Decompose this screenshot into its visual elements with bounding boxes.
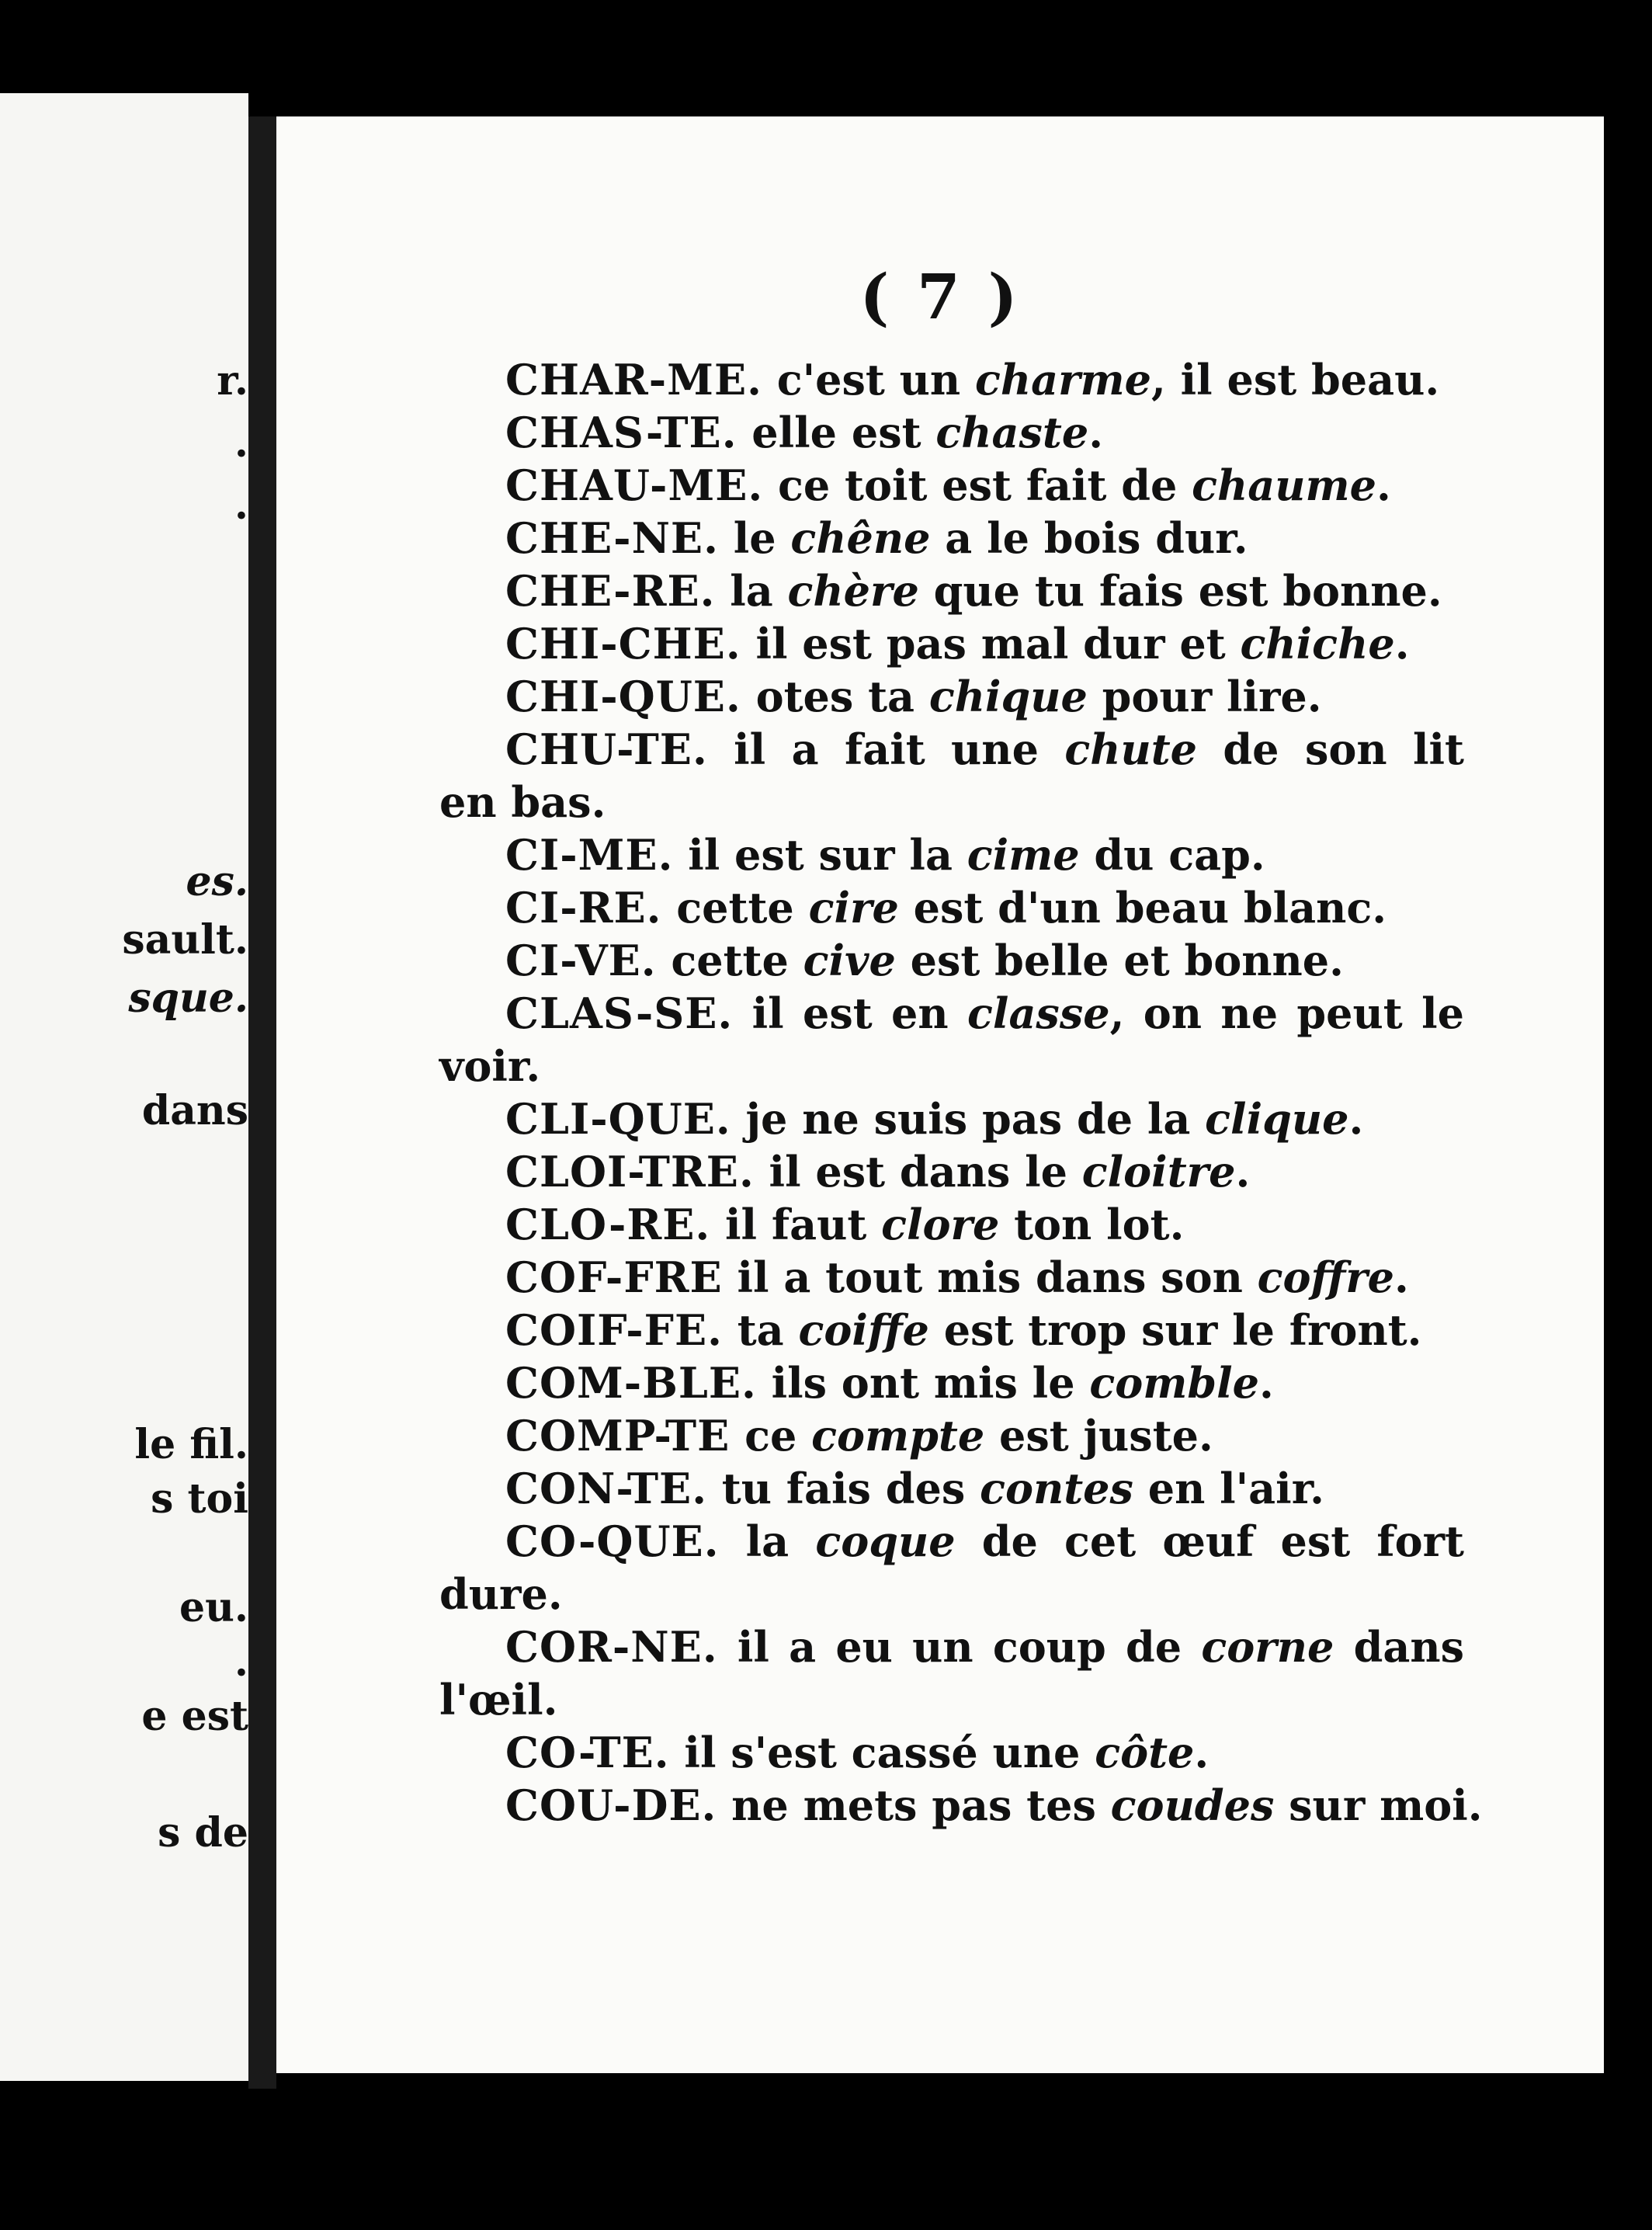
entry-continuation: voir. bbox=[439, 1041, 541, 1091]
entry-keyword: cime bbox=[967, 830, 1080, 880]
left-page-fragment: eu. bbox=[179, 1584, 248, 1631]
entry-text-end: de son lit bbox=[1197, 724, 1464, 774]
entry-text-end: . bbox=[1088, 408, 1103, 457]
entry-text-end: . bbox=[1235, 1147, 1251, 1197]
entry-text-end: . bbox=[1376, 460, 1391, 510]
left-page-fragment: . bbox=[234, 481, 248, 529]
entry-keyword: chêne bbox=[790, 513, 931, 563]
entry-line bbox=[439, 353, 1464, 406]
entry-text: il est en bbox=[733, 988, 968, 1038]
entry-text: elle est bbox=[737, 408, 936, 457]
entry-line bbox=[439, 1409, 1464, 1462]
entry-line bbox=[439, 1515, 1464, 1568]
entry-headword: CHI-CHE. bbox=[505, 619, 741, 669]
entry-headword: CHAS-TE. bbox=[505, 408, 738, 457]
left-page-fragment: sque. bbox=[128, 974, 248, 1022]
entry-text: ne mets pas tes bbox=[717, 1780, 1111, 1830]
entry-keyword: contes bbox=[980, 1464, 1133, 1513]
entry-text: il s'est cassé une bbox=[669, 1728, 1095, 1777]
entry-text-end: pour lire. bbox=[1087, 672, 1322, 721]
entry-text-end: ton lot. bbox=[999, 1200, 1185, 1249]
entry-line bbox=[439, 1726, 1464, 1779]
entry-keyword: coiffe bbox=[798, 1305, 929, 1355]
entry-line bbox=[439, 987, 1464, 1040]
entry-text-end: en l'air. bbox=[1133, 1464, 1324, 1513]
entry-text: otes ta bbox=[741, 672, 929, 721]
entry-headword: COF-FRE bbox=[505, 1252, 723, 1302]
entry-text-end: de cet œuf est fort bbox=[955, 1516, 1464, 1566]
entry-line bbox=[439, 1356, 1464, 1409]
left-page-fragment: le fil. bbox=[134, 1421, 248, 1468]
left-page-fragment: . bbox=[234, 1638, 248, 1686]
entry-keyword: coque bbox=[815, 1516, 956, 1566]
entry-headword: CON-TE. bbox=[505, 1464, 707, 1513]
left-page-fragment: s toi bbox=[151, 1475, 248, 1523]
entry-text: c'est un bbox=[762, 355, 975, 405]
entry-keyword: coffre bbox=[1257, 1252, 1395, 1302]
entry-headword: CHAR-ME. bbox=[505, 355, 762, 405]
entry-headword: CLI-QUE. bbox=[505, 1094, 731, 1144]
entry-text-end: . bbox=[1259, 1358, 1274, 1408]
entry-line bbox=[439, 406, 1464, 459]
left-page-fragment: e est bbox=[141, 1693, 248, 1740]
left-page-fragment: . bbox=[234, 419, 248, 467]
entry-text: ta bbox=[722, 1305, 799, 1355]
entry-text: ils ont mis le bbox=[756, 1358, 1090, 1408]
entry-text: il a eu un coup de bbox=[717, 1622, 1202, 1672]
entry-headword: CHU-TE. bbox=[505, 724, 708, 774]
entry-text: cette bbox=[661, 883, 809, 933]
entry-keyword: corne bbox=[1201, 1622, 1334, 1672]
entry-line bbox=[439, 1462, 1464, 1515]
entry-line bbox=[439, 1304, 1464, 1356]
entry-line bbox=[439, 934, 1464, 987]
entry-keyword: chute bbox=[1064, 724, 1198, 774]
entry-line bbox=[439, 617, 1464, 670]
entry-keyword: côte bbox=[1095, 1728, 1195, 1777]
entry-line bbox=[439, 828, 1464, 881]
left-page-fragment: s de bbox=[158, 1809, 248, 1857]
entry-line bbox=[439, 1620, 1464, 1673]
left-page-fragment: sault. bbox=[122, 916, 248, 964]
entry-text: cette bbox=[656, 936, 803, 985]
entry-text-end: du cap. bbox=[1079, 830, 1265, 880]
entry-headword: COMP-TE bbox=[505, 1411, 731, 1461]
entry-text: il est dans le bbox=[754, 1147, 1082, 1197]
entry-keyword: chère bbox=[787, 566, 919, 616]
entry-text: tu fais des bbox=[707, 1464, 980, 1513]
entry-keyword: comble bbox=[1089, 1358, 1260, 1408]
entry-keyword: cive bbox=[803, 936, 896, 985]
entry-text-end: , il est beau. bbox=[1151, 355, 1440, 405]
entry-text: il a fait une bbox=[707, 724, 1065, 774]
entry-keyword: cloitre bbox=[1081, 1147, 1236, 1197]
entry-headword: CHE-NE. bbox=[505, 513, 719, 563]
entry-text: il a tout mis dans son bbox=[722, 1252, 1258, 1302]
entry-headword: CLOI-TRE. bbox=[505, 1147, 755, 1197]
entry-keyword: clique bbox=[1205, 1094, 1349, 1144]
entry-line bbox=[439, 670, 1464, 723]
entry-text-end: . bbox=[1348, 1094, 1364, 1144]
entry-keyword: chiche bbox=[1240, 619, 1395, 669]
entry-headword: CLO-RE. bbox=[505, 1200, 711, 1249]
entry-text-end: . bbox=[1394, 1252, 1409, 1302]
entry-text-end: que tu fais est bonne. bbox=[918, 566, 1442, 616]
entry-line bbox=[439, 459, 1464, 512]
entry-line bbox=[439, 881, 1464, 934]
entry-text-end: . bbox=[1394, 619, 1410, 669]
entry-headword: COIF-FE. bbox=[505, 1305, 723, 1355]
entry-headword: CLAS-SE. bbox=[505, 988, 734, 1038]
entry-headword: CHAU-ME. bbox=[505, 460, 764, 510]
entry-keyword: charme bbox=[974, 355, 1152, 405]
book-gutter bbox=[248, 116, 276, 2089]
entry-text: le bbox=[718, 513, 791, 563]
entry-line bbox=[439, 723, 1464, 776]
entry-keyword: classe bbox=[967, 988, 1110, 1038]
entry-keyword: chaume bbox=[1192, 460, 1377, 510]
entry-headword: COU-DE. bbox=[505, 1780, 717, 1830]
entry-keyword: chaste bbox=[935, 408, 1089, 457]
entry-line bbox=[439, 512, 1464, 564]
entry-line bbox=[439, 564, 1464, 617]
entry-line bbox=[439, 1198, 1464, 1251]
entry-text-end: dans bbox=[1334, 1622, 1464, 1672]
entry-headword: CHE-RE. bbox=[505, 566, 716, 616]
left-page-fragment: r. bbox=[217, 357, 248, 405]
entry-line bbox=[439, 1779, 1483, 1832]
entry-text: je ne suis pas de la bbox=[731, 1094, 1206, 1144]
entry-keyword: cire bbox=[808, 883, 899, 933]
entry-line bbox=[439, 1092, 1464, 1145]
entry-headword: COM-BLE. bbox=[505, 1358, 757, 1408]
entry-text-end: , on ne peut le bbox=[1109, 988, 1464, 1038]
entry-headword: CI-ME. bbox=[505, 830, 674, 880]
entry-text-end: est belle et bonne. bbox=[895, 936, 1344, 985]
left-page-fragment: es. bbox=[186, 858, 248, 905]
left-page-fragment: dans bbox=[141, 1087, 248, 1134]
entry-keyword: clore bbox=[881, 1200, 1000, 1249]
entry-headword: CI-RE. bbox=[505, 883, 662, 933]
entry-text: il est pas mal dur et bbox=[741, 619, 1241, 669]
entry-text-end: est d'un beau blanc. bbox=[898, 883, 1387, 933]
entry-text: il est sur la bbox=[673, 830, 967, 880]
entry-text: ce bbox=[730, 1411, 812, 1461]
entry-text-end: . bbox=[1194, 1728, 1210, 1777]
page bbox=[276, 116, 1604, 2073]
entry-text-end: est juste. bbox=[984, 1411, 1213, 1461]
entry-text-end: a le bois dur. bbox=[930, 513, 1248, 563]
entry-text-end: est trop sur le front. bbox=[928, 1305, 1422, 1355]
entry-text: la bbox=[719, 1516, 816, 1566]
page-number: ( 7 ) bbox=[859, 260, 1021, 333]
entry-keyword: compte bbox=[811, 1411, 985, 1461]
entry-text-end: sur moi. bbox=[1274, 1780, 1483, 1830]
entry-text: il faut bbox=[710, 1200, 882, 1249]
entry-headword: CO-QUE. bbox=[505, 1516, 720, 1566]
entry-line bbox=[439, 1251, 1464, 1304]
entry-headword: COR-NE. bbox=[505, 1622, 718, 1672]
dictionary-entries bbox=[439, 353, 1483, 1832]
entry-keyword: chique bbox=[928, 672, 1088, 721]
entry-line bbox=[439, 1145, 1464, 1198]
entry-text: ce toit est fait de bbox=[763, 460, 1192, 510]
entry-continuation: en bas. bbox=[439, 777, 606, 827]
entry-text: la bbox=[715, 566, 788, 616]
entry-keyword: coudes bbox=[1110, 1780, 1275, 1830]
entry-continuation: dure. bbox=[439, 1569, 563, 1619]
entry-headword: CI-VE. bbox=[505, 936, 657, 985]
entry-headword: CHI-QUE. bbox=[505, 672, 741, 721]
previous-page bbox=[0, 93, 248, 2081]
entry-headword: CO-TE. bbox=[505, 1728, 670, 1777]
entry-continuation: l'œil. bbox=[439, 1675, 558, 1725]
